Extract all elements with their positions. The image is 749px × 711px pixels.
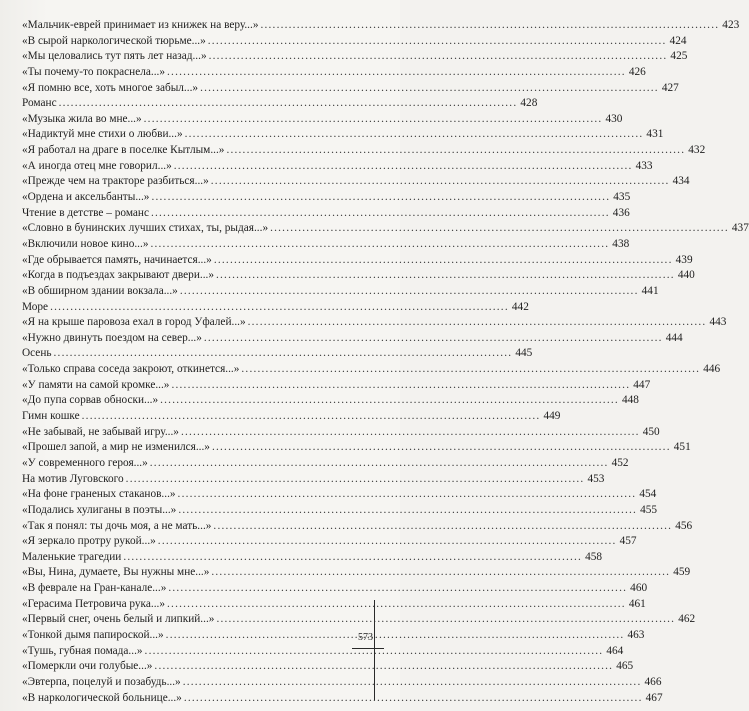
dot-leader [50, 300, 509, 316]
dot-leader [185, 127, 644, 143]
toc-entry-page: 428 [520, 97, 538, 110]
toc-entry [22, 284, 659, 300]
toc-entry-page: 432 [688, 144, 706, 157]
toc-entry-page: 443 [709, 316, 727, 329]
toc-entry [22, 221, 749, 237]
toc-entry [22, 597, 646, 613]
toc-entry-page: 467 [645, 691, 663, 704]
dot-leader [171, 378, 630, 394]
toc-entry [22, 362, 721, 378]
dot-leader [150, 456, 609, 472]
toc-entry-page: 435 [613, 191, 631, 204]
toc-entry-page: 444 [665, 331, 683, 344]
toc-entry-title: «Первый снег, очень белый и липкий...» [22, 613, 215, 626]
toc-entry [22, 550, 603, 566]
toc-entry-page: 451 [673, 441, 691, 454]
toc-entry-title: Маленькие трагедии [22, 550, 122, 563]
toc-entry-page: 441 [641, 284, 659, 297]
dot-leader [260, 18, 719, 34]
toc-entry [22, 644, 624, 660]
toc-entry [22, 393, 639, 409]
dot-leader [181, 425, 640, 441]
toc-entry-title: «В сырой наркологической тюрьме...» [22, 34, 206, 47]
toc-entry [22, 425, 660, 441]
toc-entry [22, 581, 648, 597]
toc-entry-title: «А иногда отец мне говорил...» [22, 159, 172, 172]
toc-entry [22, 534, 637, 550]
toc-entry-page: 463 [627, 628, 645, 641]
toc-entry [22, 253, 693, 269]
dot-leader [154, 659, 613, 675]
toc-entry [22, 409, 561, 425]
dot-leader [167, 597, 626, 613]
toc-entry [22, 300, 529, 316]
dot-leader [59, 96, 518, 112]
toc-entry [22, 127, 664, 143]
toc-entry-title: «Словно в бунинских лучших стихах, ты, рыдая...» [22, 222, 269, 235]
dot-leader [174, 159, 633, 175]
toc-entry-title: «Я помню все, хоть многое забыл...» [22, 81, 199, 94]
toc-entry-title: «Когда в подъездах закрывают двери...» [22, 269, 214, 282]
dot-leader [150, 237, 609, 253]
toc-entry [22, 440, 691, 456]
toc-entry [22, 565, 691, 581]
toc-entry-page: 453 [587, 472, 605, 485]
toc-entry-title: «Вы, Нина, думаете, Вы нужны мне...» [22, 566, 210, 579]
toc-entry-title: «Не забывай, не забывай игру...» [22, 425, 179, 438]
toc-entry-page: 434 [672, 175, 690, 188]
toc-entry-page: 450 [642, 425, 660, 438]
toc-entry-title: «Герасима Петровича рука...» [22, 597, 166, 610]
dot-leader [183, 675, 642, 691]
toc-entry-page: 446 [703, 363, 721, 376]
toc-entry-page: 466 [644, 675, 662, 688]
toc-entry-page: 455 [640, 503, 658, 516]
toc-entry [22, 96, 538, 112]
toc-entry-title: «Прошел запой, а мир не изменился...» [22, 441, 210, 454]
toc-entry-title: «Тушь, губная помада...» [22, 644, 143, 657]
dot-leader [208, 34, 667, 50]
toc-entry-title: Осень [22, 347, 52, 360]
dot-leader [151, 206, 610, 222]
toc-entry [22, 65, 646, 81]
toc-entry [22, 174, 690, 190]
toc-entry-page: 456 [675, 519, 693, 532]
toc-entry-page: 454 [639, 488, 657, 501]
dot-leader [211, 565, 670, 581]
dot-leader [216, 612, 675, 628]
toc-entry [22, 691, 663, 707]
toc-entry-title: «На фоне граненых стаканов...» [22, 488, 176, 501]
dot-leader [270, 221, 729, 237]
toc-entry-title: «Подались хулиганы в поэты...» [22, 503, 177, 516]
toc-entry-page: 431 [646, 128, 664, 141]
dot-leader [167, 65, 626, 81]
toc-entry-page: 460 [630, 582, 648, 595]
toc-entry [22, 378, 651, 394]
toc-entry-page: 436 [612, 206, 630, 219]
dot-leader [226, 143, 685, 159]
toc-entry [22, 519, 693, 535]
toc-entry-title: «Я работал на драге в поселке Кытлым...» [22, 144, 225, 157]
dot-leader [216, 268, 675, 284]
toc-entry-page: 439 [675, 253, 693, 266]
toc-entry-title: «Тонкой дымя папироской...» [22, 628, 164, 641]
toc-entry-title: «Ордена и аксельбанты...» [22, 191, 150, 204]
toc-entry [22, 159, 653, 175]
toc-entry-page: 430 [605, 112, 623, 125]
dot-leader [178, 487, 637, 503]
toc-entry [22, 456, 629, 472]
toc-entry [22, 675, 662, 691]
toc-entry-page: 445 [515, 347, 533, 360]
dot-leader [82, 409, 541, 425]
dot-leader [248, 315, 707, 331]
toc-entry-title: «У современного героя...» [22, 456, 148, 469]
dot-leader [184, 691, 643, 707]
toc-entry [22, 18, 740, 34]
toc-entry-title: «В феврале на Гран-канале...» [22, 582, 167, 595]
dot-leader [213, 519, 672, 535]
toc-entry-page: 426 [628, 65, 646, 78]
toc-entry-title: «Надиктуй мне стихи о любви...» [22, 128, 183, 141]
toc-entry-page: 461 [628, 597, 646, 610]
toc-entry-page: 423 [722, 19, 740, 31]
dot-leader [160, 393, 619, 409]
toc-entry-page: 465 [616, 660, 634, 673]
toc-entry-title: «Померкли очи голубые...» [22, 660, 153, 673]
toc-entry-title: «Где обрывается память, начинается...» [22, 253, 212, 266]
toc-entry-title: «Мы целовались тут пять лет назад...» [22, 50, 207, 63]
dot-leader [204, 331, 663, 347]
toc-entry-page: 425 [670, 50, 688, 63]
dot-leader [200, 81, 659, 97]
toc-entry [22, 81, 679, 97]
toc-entry [22, 190, 631, 206]
toc-entry-title: На мотив Луговского [22, 472, 124, 485]
dot-leader [151, 190, 610, 206]
toc-entry [22, 34, 687, 50]
toc-entry-page: 462 [678, 613, 696, 626]
toc-entry-title: «Я зеркало протру рукой...» [22, 535, 156, 548]
toc-entry [22, 49, 688, 65]
toc-entry-page: 452 [611, 456, 629, 469]
toc-entry [22, 268, 695, 284]
folio-horizontal-rule [352, 648, 384, 649]
dot-leader [178, 503, 637, 519]
toc-entry-title: Море [22, 300, 49, 313]
toc-entry [22, 206, 630, 222]
toc-entry [22, 346, 533, 362]
toc-entry [22, 331, 683, 347]
toc-entry [22, 112, 623, 128]
toc-entry-title: «Мальчик-еврей принимает из книжек на веру...» [22, 19, 259, 31]
toc-entry-title: «В наркологической больнице...» [22, 691, 182, 704]
toc-entry [22, 472, 605, 488]
dot-leader [158, 534, 617, 550]
dot-leader [209, 49, 668, 65]
toc-entry-title: «Эвтерпа, поцелуй и позабудь...» [22, 675, 181, 688]
toc-entry-title: «У памяти на самой кромке...» [22, 378, 170, 391]
toc-entry [22, 315, 727, 331]
toc-entry-page: 433 [635, 159, 653, 172]
folio-vertical-rule [374, 600, 375, 700]
toc-entry [22, 487, 657, 503]
toc-entry-page: 437 [731, 222, 749, 235]
dot-leader [168, 581, 627, 597]
toc-entry-title: Романс [22, 97, 57, 110]
toc-entry-page: 447 [633, 378, 651, 391]
dot-leader [144, 112, 603, 128]
toc-entry-page: 440 [677, 269, 695, 282]
toc-entry-title: «Так я понял: ты дочь моя, а не мать...» [22, 519, 212, 532]
toc-entry-page: 449 [543, 410, 561, 423]
toc-entry-title: Гимн кошке [22, 410, 80, 423]
toc-entry-page: 427 [661, 81, 679, 94]
toc-entry-title: «Только справа соседа закроют, откинется...» [22, 363, 240, 376]
dot-leader [126, 472, 585, 488]
toc-entry [22, 503, 658, 519]
dot-leader [123, 550, 582, 566]
toc-entry-page: 438 [612, 237, 630, 250]
toc-entry-title: «Включили новое кино...» [22, 237, 149, 250]
page-number: 573 [358, 632, 373, 643]
dot-leader [211, 174, 670, 190]
toc-entry-title: «До пупа сорвав обноски...» [22, 394, 159, 407]
toc-entry-title: «Музыка жила во мне...» [22, 112, 142, 125]
dot-leader [212, 440, 671, 456]
toc-entry-title: «Нужно двинуть поездом на север...» [22, 331, 202, 344]
toc-entry-title: Чтение в детстве – романс [22, 206, 149, 219]
dot-leader [54, 346, 513, 362]
toc-entry [22, 237, 630, 253]
dot-leader [214, 253, 673, 269]
dot-leader [180, 284, 639, 300]
toc-entry-page: 457 [619, 535, 637, 548]
toc-entry-page: 424 [669, 34, 687, 47]
toc-entry-page: 458 [585, 550, 603, 563]
toc-entry-page: 459 [673, 566, 691, 579]
toc-entry-title: «Ты почему-то покраснела...» [22, 65, 166, 78]
dot-leader [166, 628, 625, 644]
toc-entry-title: «В обширном здании вокзала...» [22, 284, 178, 297]
toc-entry [22, 612, 696, 628]
dot-leader [241, 362, 700, 378]
toc-entry [22, 143, 706, 159]
toc-entry-page: 442 [511, 300, 529, 313]
toc-entry-title: «Прежде чем на тракторе разбиться...» [22, 175, 209, 188]
toc-entry-page: 464 [606, 644, 624, 657]
toc-entry-title: «Я на крыше паровоза ехал в город Уфалей...» [22, 316, 246, 329]
toc-entry-page: 448 [621, 394, 639, 407]
toc-entry [22, 659, 634, 675]
